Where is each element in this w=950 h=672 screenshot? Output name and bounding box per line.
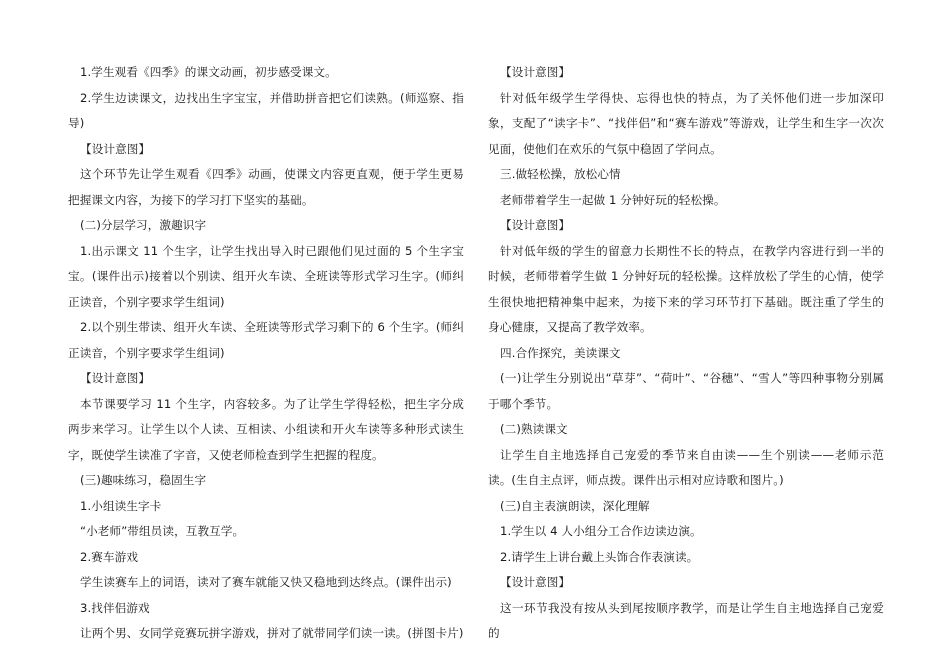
- paragraph: (三)趣味练习，稳固生字: [80, 473, 207, 487]
- paragraph: (一)让学生分别说出“草芽”、“荷叶”、“谷穗”、“雪人”等四种事物分别属于哪个季节。: [488, 371, 884, 411]
- paragraph: 2.以个别生带读、组开火车读、全班读等形式学习剩下的 6 个生字。(师纠正读音，个别字要求学生组词): [68, 320, 464, 360]
- paragraph: 1.出示课文 11 个生字，让学生找出导入时已跟他们见过面的 5 个生字宝宝。(课件出示)接着以个别读、组开火车读、全班读等形式学习生字。(师纠正读音，个别字要求学生组词): [68, 243, 464, 309]
- paragraph: 2.学生边读课文，边找出生字宝宝，并借助拼音把它们读熟。(师巡察、指导): [68, 90, 464, 130]
- paragraph: 2.赛车游戏: [80, 549, 139, 564]
- paragraph: 【设计意图】: [500, 65, 571, 79]
- paragraph: 学生读赛车上的词语，读对了赛车就能又快又稳地到达终点。(课件出示): [80, 575, 452, 589]
- paragraph: (三)自主表演朗读，深化理解: [500, 498, 650, 513]
- paragraph: 让两个男、女同学竞赛玩拼字游戏，拼对了就带同学们读一读。(拼图卡片): [80, 626, 464, 640]
- paragraph: 这个环节先让学生观看《四季》动画，使课文内容更直观，便于学生更易把握课文内容，为接下的学习打下坚实的基础。: [68, 167, 464, 207]
- paragraph: 四.合作探究，美读课文: [500, 345, 621, 360]
- paragraph: (二)分层学习，激趣识字: [80, 218, 207, 232]
- paragraph: “小老师”带组员读，互教互学。: [80, 524, 245, 538]
- paragraph: (二)熟读课文: [500, 422, 568, 436]
- paragraph: 1.学生以 4 人小组分工合作边读边演。: [500, 524, 702, 538]
- paragraph: 1.学生观看《四季》的课文动画，初步感受课文。: [80, 65, 337, 79]
- paragraph: 本节课要学习 11 个生字，内容较多。为了让学生学得轻松，把生字分成两步来学习。让学生以个人读、互相读、小组读和开火车读等多种形式读生字，既使学生读准了字音，又使老师检查到学生把握的程度。: [68, 396, 464, 462]
- paragraph: 【设计意图】: [80, 371, 151, 385]
- paragraph: 【设计意图】: [500, 575, 571, 589]
- paragraph: 这一环节我没有按从头到尾按顺序教学，而是让学生自主地选择自己宠爱的: [488, 600, 884, 640]
- paragraph: 3.找伴侣游戏: [80, 600, 150, 615]
- paragraph: 针对低年级的学生的留意力长期性不长的特点，在教学内容进行到一半的时候，老师带着学生做 1 分钟好玩的轻松操。这样放松了学生的心情，使学生很快地把精神集中起来，为接下来的学习环节打下基础。既注重了学生的身心健康，又提高了教学效率。: [488, 243, 884, 334]
- right-column: [488, 60, 884, 647]
- paragraph: 老师带着学生一起做 1 分钟好玩的轻松操。: [500, 192, 726, 207]
- left-column: [68, 60, 464, 647]
- paragraph: 【设计意图】: [500, 218, 571, 232]
- paragraph: 【设计意图】: [80, 141, 151, 156]
- paragraph: 让学生自主地选择自己宠爱的季节来自由读——生个别读——老师示范读。(生自主点评，师点拨。课件出示相对应诗歌和图片。): [488, 447, 884, 487]
- paragraph: 三.做轻松操，放松心情: [500, 167, 621, 181]
- paragraph: 1.小组读生字卡: [80, 498, 162, 513]
- paragraph: 针对低年级学生学得快、忘得也快的特点，为了关怀他们进一步加深印象，支配了“读字卡”、“找伴侣”和“赛车游戏”等游戏，让学生和生字一次次见面，使他们在欢乐的气氛中稳固了学问点。: [488, 90, 884, 156]
- paragraph: 2.请学生上讲台戴上头饰合作表演读。: [500, 549, 699, 564]
